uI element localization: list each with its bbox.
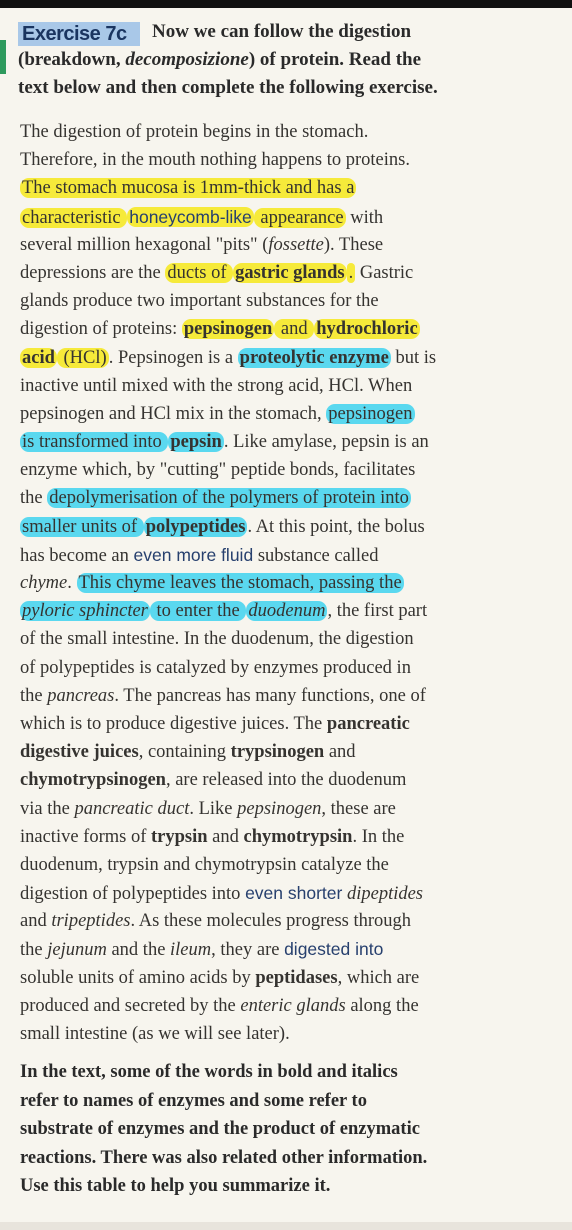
text-segment: pancreatic duct [74,798,190,819]
text-line [20,287,560,315]
exercise-label: Exercise 7c [18,22,140,46]
text-line [20,738,560,766]
text-segment: dipeptides [346,884,424,905]
text-segment: ileum [170,940,212,961]
highlighted-text: The stomach mucosa is 1mm-thick and has a [22,178,355,199]
text-segment: enzyme which, by "cutting" peptide bonds, facilitates [20,460,416,481]
text-line [20,484,560,512]
highlighted-text: pyloric sphincter [22,601,148,622]
text-segment: glands produce two important substances for the [20,291,379,312]
text-segment: and the [106,940,171,961]
highlighted-text: is transformed into [22,432,167,453]
text-line [20,766,560,794]
text-segment: depressions are the [20,262,166,283]
text-line [20,344,560,372]
text-line [20,372,560,400]
text-segment: several million hexagonal "pits" ( [20,234,269,255]
text-segment: , containing [138,742,231,763]
text-segment: The digestion of protein begins in the stomach. [20,122,369,142]
margin-marker [0,40,6,74]
highlighted-text: honeycomb-like [129,206,252,227]
text-segment: peptidases [255,967,338,988]
text-segment: inactive forms of [20,826,151,847]
text-segment: . As these molecules progress through [130,911,412,932]
text-segment: , which are [337,967,420,988]
text-segment: tripeptides [51,911,131,932]
final-line: Use this table to help you summarize it. [20,1176,331,1196]
highlighted-text: depolymerisation of the polymers of protein into [49,488,409,509]
text-segment: pancreas [47,685,115,706]
text-line [20,654,560,682]
text-segment: produced and secreted by the [20,995,241,1016]
text-segment: . The pancreas has many functions, one of [114,685,426,706]
text-segment: which is to produce digestive juices. The [20,713,327,734]
body-text [20,118,560,1048]
text-segment: . Like amylase, pepsin is an [223,432,429,453]
highlighted-text: smaller units of [22,516,142,537]
highlighted-text: This chyme leaves the stomach, passing the [78,573,402,593]
text-segment: and [20,911,52,932]
text-segment: digestion of proteins: [20,319,182,340]
final-line: reactions. There was also related other information. [20,1147,428,1168]
text-segment: chymotrypsinogen [20,770,166,791]
text-segment: the [20,685,48,706]
text-segment: of polypeptides is catalyzed by enzymes produced in [20,657,411,678]
instruction-part: (breakdown, [18,49,126,70]
text-segment: the [20,940,48,961]
highlighted-text: hydrochloric [316,319,418,340]
text-segment: of the small intestine. In the duodenum, the digestion [20,629,414,650]
text-line [20,823,560,851]
text-segment: . Pepsinogen is a [108,347,238,368]
instruction-italic: decomposizione [125,49,249,70]
text-line [20,597,560,625]
text-line [20,879,560,907]
text-segment: has become an [20,545,134,566]
instruction-line-3: text below and then complete the following exercise. [18,77,438,98]
text-line [20,259,560,287]
instruction-text [18,18,558,102]
text-line [20,682,560,710]
highlighted-text: characteristic [22,207,126,228]
text-segment: Gastric [355,262,414,283]
text-line [20,851,560,879]
text-line [20,541,560,569]
highlighted-text: pepsinogen [183,319,273,340]
text-segment: digestion of polypeptides into [20,884,246,905]
text-line [20,1020,560,1048]
text-line [20,935,560,963]
text-segment: digested into [284,939,384,960]
text-segment: even shorter [245,883,343,904]
text-line [20,907,560,935]
text-segment: soluble units of amino acids by [20,967,256,988]
highlighted-text: and [276,319,313,340]
text-segment: substance called [253,545,379,566]
text-line [20,118,560,146]
text-segment: inactive until mixed with the strong acid, HCl. When [20,375,413,396]
final-line: In the text, some of the words in bold and italics [20,1062,398,1082]
text-segment: , are released into the duodenum [165,770,407,791]
highlighted-text: duodenum [248,601,326,622]
highlighted-text: polypeptides [145,516,246,537]
text-line [20,569,560,597]
highlighted-text: gastric glands [235,262,345,283]
highlighted-text: . [348,262,354,283]
text-segment: jejunum [47,940,107,961]
text-segment: . In the [352,826,405,847]
text-line [20,315,560,343]
final-instruction [20,1058,560,1201]
text-line [20,513,560,541]
instruction-line-1: Now we can follow the digestion [152,21,412,42]
text-segment: enteric glands [240,995,346,1016]
final-line: substrate of enzymes and the product of enzymatic [20,1119,420,1139]
text-line [20,146,560,174]
text-segment: small intestine (as we will see later). [20,1024,290,1044]
text-line [20,231,560,259]
highlighted-text: appearance [255,207,344,228]
text-segment: chymotrypsin [243,826,353,847]
text-segment: trypsinogen [230,742,325,763]
text-segment: trypsin [151,826,208,847]
text-segment: the [20,488,48,509]
bottom-edge [0,1222,572,1230]
text-line [20,710,560,738]
text-segment: , the first part [327,601,428,622]
text-segment: and [207,826,244,847]
text-segment: Therefore, in the mouth nothing happens to proteins. [20,150,410,171]
text-line [20,964,560,992]
text-segment: with [345,207,384,228]
text-line [20,203,560,231]
highlighted-text: (HCl) [58,347,107,368]
text-segment: , they are [211,940,285,961]
highlighted-text: pepsin [170,432,222,453]
text-segment: and [324,742,356,763]
text-segment: . At this point, the bolus [247,516,425,537]
text-segment: . Like [189,798,238,819]
highlighted-text: to enter the [151,601,245,622]
text-line [20,456,560,484]
text-segment: via the [20,798,75,819]
text-segment: digestive juices [20,742,139,763]
text-segment: along the [345,995,419,1016]
highlighted-text: ducts of [167,262,232,283]
text-segment: even more fluid [133,544,254,565]
instruction-part: ) of protein. Read the [248,49,422,70]
highlighted-text: acid [22,347,55,368]
text-line [20,428,560,456]
text-segment: pancreatic [326,713,410,734]
text-segment: , these are [321,798,396,819]
highlighted-text: proteolytic enzyme [239,347,389,368]
text-segment: duodenum, trypsin and chymotrypsin catalyze the [20,854,389,875]
text-line [20,795,560,823]
text-segment: but is [390,347,437,368]
text-segment: fossette [268,234,324,255]
text-segment: pepsinogen [237,798,322,819]
final-line: refer to names of enzymes and some refer to [20,1090,367,1111]
text-segment: pepsinogen and HCl mix in the stomach, [20,403,327,424]
text-segment: . [67,573,77,593]
text-line [20,400,560,428]
text-segment: ). These [323,234,384,255]
highlighted-text: pepsinogen [328,403,413,424]
text-line [20,992,560,1020]
top-bar [0,0,572,8]
text-line [20,174,560,202]
text-line [20,625,560,653]
text-segment: chyme [20,573,68,593]
